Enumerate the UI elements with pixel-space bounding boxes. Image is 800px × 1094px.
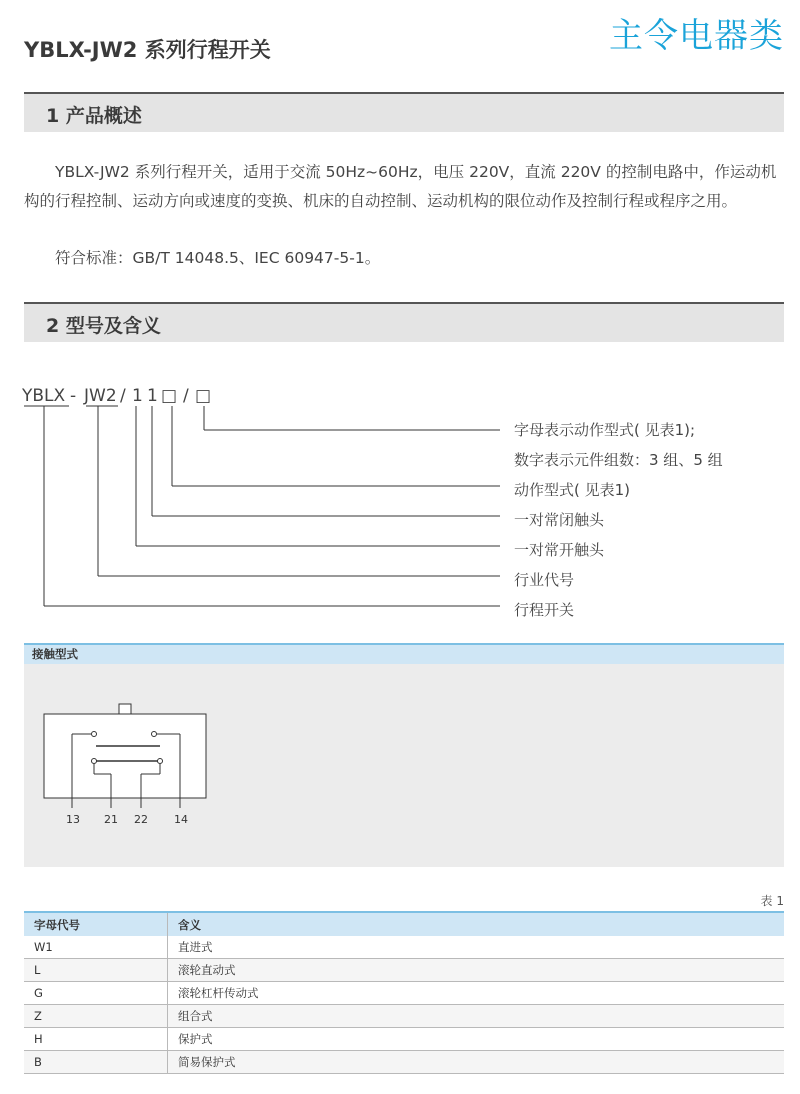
- section-header-model: [24, 302, 784, 342]
- overview-paragraph: YBLX-JW2 系列行程开关，适用于交流 50Hz~60Hz，电压 220V，直流 220V 的控制电路中，作运动机构的行程控制、运动方向或速度的变换、机床的自动控制、运动机构的限位动作及控制行程或程序之用。: [24, 163, 777, 210]
- cell-meaning: 保护式: [168, 1028, 785, 1051]
- code-series: YBLX: [22, 386, 66, 406]
- section-title: 1 产品概述: [46, 105, 142, 127]
- label-nc-contact: 一对常闭触头: [514, 511, 605, 529]
- terminal-14: 14: [174, 813, 188, 826]
- contact-schematic: [24, 664, 784, 867]
- label-industry-code: 行业代号: [514, 571, 575, 589]
- section-title: 2 型号及含义: [46, 315, 161, 337]
- code-box-letter: □: [195, 386, 212, 406]
- cell-meaning: 直进式: [168, 936, 785, 959]
- terminal-22: 22: [134, 813, 148, 826]
- table-row: [24, 1005, 784, 1028]
- code-slash: /: [183, 386, 189, 406]
- cell-meaning: 滚轮杠杆传动式: [168, 982, 785, 1005]
- switch-body: [44, 714, 206, 798]
- leader-lines: [24, 406, 500, 606]
- label-travel-switch: 行程开关: [514, 601, 575, 619]
- header-meaning: 含义: [168, 912, 785, 936]
- terminal-21: 21: [104, 813, 118, 826]
- code-dash: -: [70, 386, 77, 406]
- table-row: [24, 959, 784, 982]
- label-letter-type: 字母表示动作型式( 见表1);: [514, 421, 696, 439]
- table-caption: 表 1: [760, 894, 784, 908]
- document-title: YBLX-JW2 系列行程开关: [24, 38, 271, 62]
- cell-code: G: [24, 982, 168, 1005]
- code-slash: /: [120, 386, 126, 406]
- action-type-table: [24, 911, 784, 1074]
- cell-code: Z: [24, 1005, 168, 1028]
- cell-meaning: 组合式: [168, 1005, 785, 1028]
- table-row: [24, 982, 784, 1005]
- label-no-contact: 一对常开触头: [514, 541, 605, 559]
- terminal-13: 13: [66, 813, 80, 826]
- standards-paragraph: 符合标准：GB/T 14048.5、IEC 60947-5-1。: [55, 249, 381, 267]
- cell-code: W1: [24, 936, 168, 959]
- code-industry: JW2: [84, 386, 117, 406]
- table-row: [24, 936, 784, 959]
- section-header-overview: [24, 92, 784, 132]
- label-action-type: 动作型式( 见表1): [514, 481, 631, 499]
- actuator-plunger: [119, 704, 131, 714]
- contact-type-title: 接触型式: [24, 643, 784, 664]
- model-code-diagram: [0, 370, 800, 625]
- table-header-row: [24, 912, 784, 936]
- code-digit-nc: 1: [132, 386, 143, 406]
- cell-code: L: [24, 959, 168, 982]
- table-row: [24, 1028, 784, 1051]
- cell-code: H: [24, 1028, 168, 1051]
- label-group-count: 数字表示元件组数：3 组、5 组: [514, 451, 723, 469]
- code-digit-no: 1: [147, 386, 158, 406]
- cell-code: B: [24, 1051, 168, 1074]
- cell-meaning: 滚轮直动式: [168, 959, 785, 982]
- code-box-type: □: [161, 386, 178, 406]
- cell-meaning: 简易保护式: [168, 1051, 785, 1074]
- brand-title: 主令电器类: [609, 16, 784, 56]
- table-row: [24, 1051, 784, 1074]
- header-letter-code: 字母代号: [24, 912, 168, 936]
- contact-type-panel: [24, 643, 784, 867]
